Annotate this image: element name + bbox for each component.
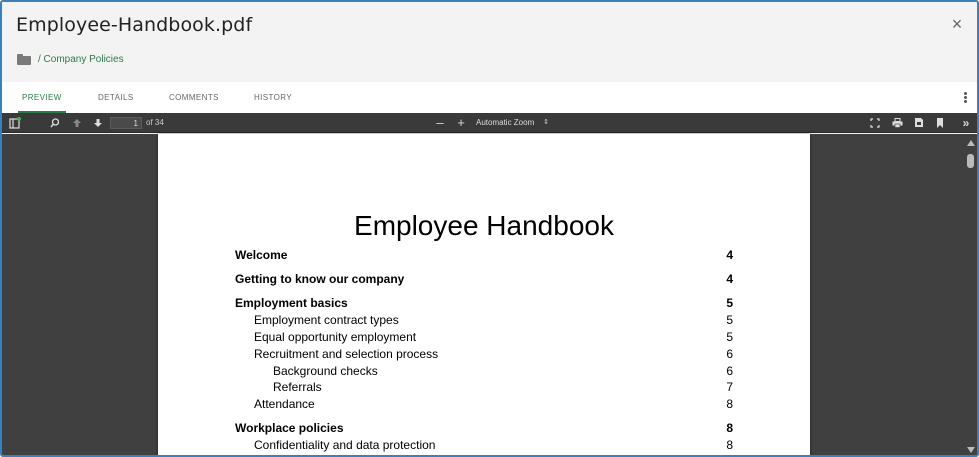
toc-entry: Getting to know our company bbox=[235, 272, 405, 286]
toc-page: 6 bbox=[726, 347, 733, 361]
dialog-header bbox=[2, 2, 977, 82]
toc-entry: Attendance bbox=[254, 397, 315, 411]
toc-entry: Welcome bbox=[235, 248, 288, 262]
zoom-in-icon[interactable]: + bbox=[457, 115, 465, 130]
toc-entry: Confidentiality and data protection bbox=[254, 438, 436, 452]
download-icon[interactable] bbox=[912, 113, 926, 133]
toc-row[interactable] bbox=[158, 364, 810, 378]
tab-comments[interactable]: COMMENTS bbox=[169, 93, 219, 102]
zoom-select[interactable] bbox=[470, 116, 552, 130]
toc-entry: Equal opportunity employment bbox=[254, 330, 417, 344]
previous-page-icon[interactable] bbox=[70, 113, 84, 133]
toc-page: 4 bbox=[726, 248, 733, 262]
file-title: Employee-Handbook.pdf bbox=[16, 14, 253, 36]
tab-details[interactable]: DETAILS bbox=[98, 93, 134, 102]
page-count: of 34 bbox=[146, 118, 164, 127]
bookmark-icon[interactable] bbox=[934, 113, 946, 133]
chevron-updown-icon: ⇕ bbox=[543, 119, 549, 126]
zoom-select-label: Automatic Zoom bbox=[476, 118, 535, 127]
toc-row[interactable] bbox=[158, 296, 810, 310]
print-icon[interactable] bbox=[890, 113, 904, 133]
scroll-up-icon[interactable] bbox=[967, 140, 975, 146]
pdf-page bbox=[158, 134, 810, 457]
vertical-scrollbar[interactable] bbox=[965, 134, 977, 457]
toc-entry: Employment contract types bbox=[254, 313, 399, 327]
document-title: Employee Handbook bbox=[354, 210, 614, 241]
toc-row[interactable] bbox=[158, 272, 810, 286]
toc-row[interactable] bbox=[158, 438, 810, 452]
zoom-out-icon[interactable]: – bbox=[436, 115, 444, 130]
page-number-input[interactable] bbox=[110, 117, 142, 129]
sidebar-toggle-icon[interactable] bbox=[8, 113, 22, 133]
tab-bar bbox=[2, 82, 977, 113]
toc-page: 8 bbox=[726, 421, 733, 435]
folder-icon bbox=[17, 54, 31, 65]
fullscreen-icon[interactable] bbox=[868, 113, 882, 133]
more-options-icon[interactable] bbox=[964, 92, 968, 104]
toc-page: 5 bbox=[726, 313, 733, 327]
scroll-thumb[interactable] bbox=[967, 154, 974, 168]
toc-row[interactable] bbox=[158, 313, 810, 327]
more-tools-icon[interactable]: » bbox=[962, 116, 970, 130]
toc-row[interactable] bbox=[158, 421, 810, 435]
tab-preview[interactable]: PREVIEW bbox=[22, 82, 62, 113]
toc-page: 6 bbox=[726, 364, 733, 378]
toc-row[interactable] bbox=[158, 330, 810, 344]
toc-row[interactable] bbox=[158, 380, 810, 394]
toc-page: 5 bbox=[726, 296, 733, 310]
next-page-icon[interactable] bbox=[91, 113, 105, 133]
breadcrumb-link[interactable]: / Company Policies bbox=[38, 53, 124, 65]
toc-page: 4 bbox=[726, 272, 733, 286]
close-icon[interactable]: × bbox=[951, 14, 963, 34]
toc-row[interactable] bbox=[158, 347, 810, 361]
pdf-toolbar bbox=[2, 113, 977, 133]
toc-entry: Workplace policies bbox=[235, 421, 344, 435]
toc-page: 8 bbox=[726, 397, 733, 411]
tab-history[interactable]: HISTORY bbox=[254, 93, 293, 102]
toc-entry: Referrals bbox=[273, 380, 322, 394]
toc-page: 5 bbox=[726, 330, 733, 344]
toc-row[interactable] bbox=[158, 248, 810, 262]
scroll-down-icon[interactable] bbox=[967, 447, 975, 453]
pdf-viewer[interactable] bbox=[2, 134, 977, 457]
toc-row[interactable] bbox=[158, 397, 810, 411]
toc-page: 8 bbox=[726, 438, 733, 452]
breadcrumb bbox=[17, 52, 124, 66]
toc-entry: Background checks bbox=[273, 364, 378, 378]
toc-page: 7 bbox=[726, 380, 733, 394]
search-icon[interactable] bbox=[48, 113, 62, 133]
toc-entry: Recruitment and selection process bbox=[254, 347, 439, 361]
toc-entry: Employment basics bbox=[235, 296, 348, 310]
